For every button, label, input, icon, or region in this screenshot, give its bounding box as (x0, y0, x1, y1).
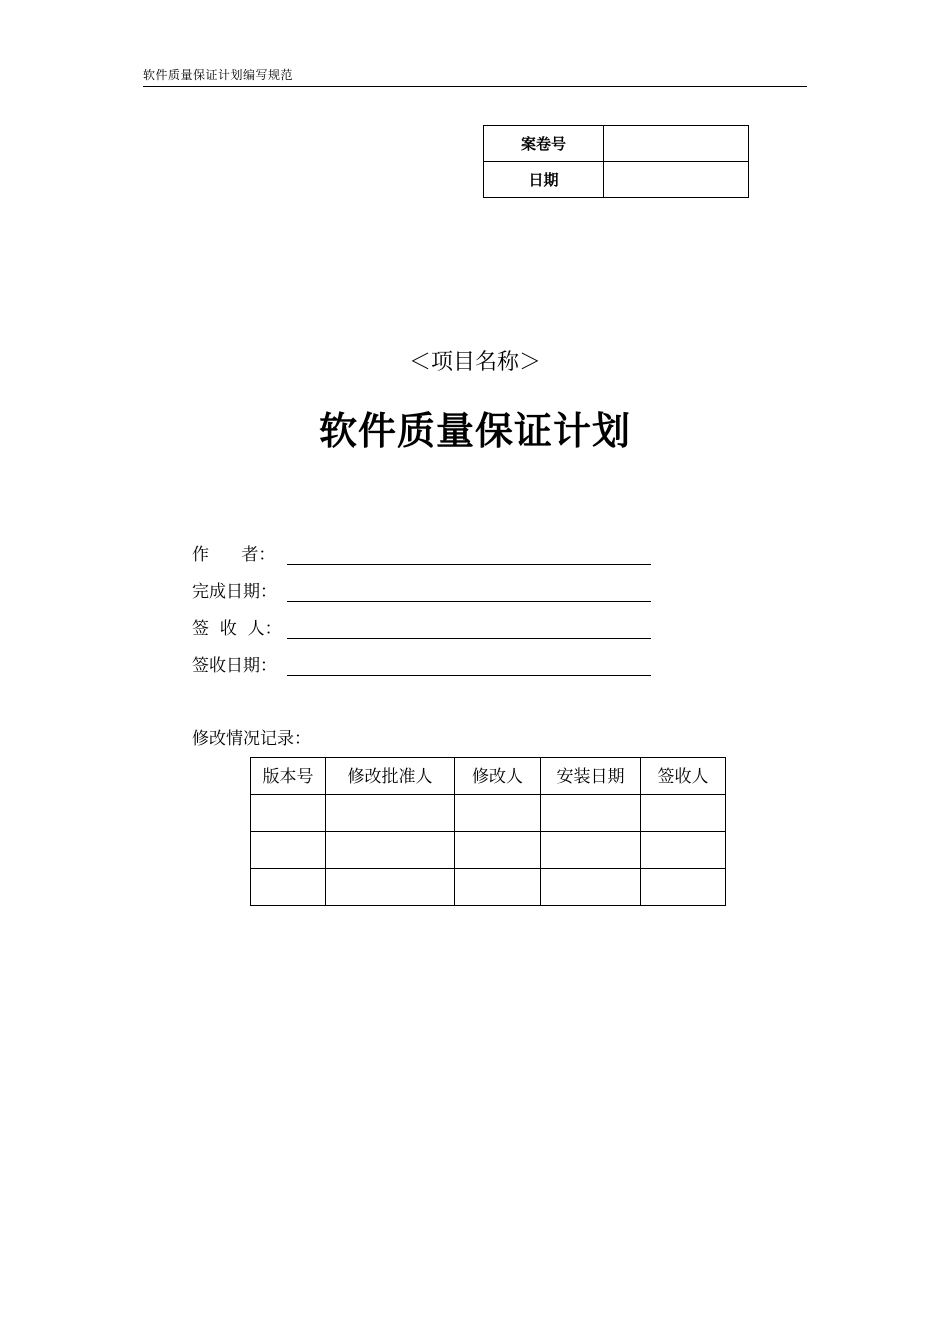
archive-number-value (604, 126, 749, 162)
table-row (251, 795, 726, 832)
table-cell (541, 795, 641, 832)
table-cell (326, 832, 455, 869)
table-cell (641, 869, 726, 906)
archive-row (484, 162, 749, 198)
table-cell (326, 795, 455, 832)
table-cell (251, 795, 326, 832)
completion-date-label: 完成日期： (192, 582, 277, 602)
receiver-line (287, 616, 651, 639)
author-line (287, 542, 651, 565)
completion-date-field (192, 577, 651, 605)
revision-header-row (251, 758, 726, 795)
receipt-date-field (192, 651, 651, 679)
table-cell (541, 832, 641, 869)
receiver-label: 签 收 人： (192, 619, 282, 639)
table-cell (251, 869, 326, 906)
revision-record-title: 修改情况记录： (192, 729, 311, 749)
column-version: 版本号 (251, 758, 326, 795)
table-cell (455, 869, 541, 906)
table-cell (641, 832, 726, 869)
archive-table (483, 125, 749, 198)
column-install-date: 安装日期 (541, 758, 641, 795)
table-row (251, 832, 726, 869)
table-cell (541, 869, 641, 906)
author-field (192, 540, 651, 568)
column-approver: 修改批准人 (326, 758, 455, 795)
receipt-date-line (287, 653, 651, 676)
archive-date-value (604, 162, 749, 198)
receiver-field (192, 614, 651, 642)
table-cell (455, 795, 541, 832)
revision-table (250, 757, 726, 906)
table-cell (641, 795, 726, 832)
column-receiver: 签收人 (641, 758, 726, 795)
table-cell (251, 832, 326, 869)
project-name: ＜项目名称＞ (408, 350, 541, 375)
document-title: 软件质量保证计划 (318, 409, 631, 453)
completion-date-line (287, 579, 651, 602)
table-row (251, 869, 726, 906)
author-label: 作 者： (192, 545, 276, 565)
page-header: 软件质量保证计划编写规范 (143, 66, 807, 87)
column-modifier: 修改人 (455, 758, 541, 795)
table-cell (455, 832, 541, 869)
receipt-date-label: 签收日期： (192, 656, 277, 676)
archive-date-label: 日期 (484, 162, 604, 198)
archive-number-label: 案卷号 (484, 126, 604, 162)
archive-row (484, 126, 749, 162)
table-cell (326, 869, 455, 906)
